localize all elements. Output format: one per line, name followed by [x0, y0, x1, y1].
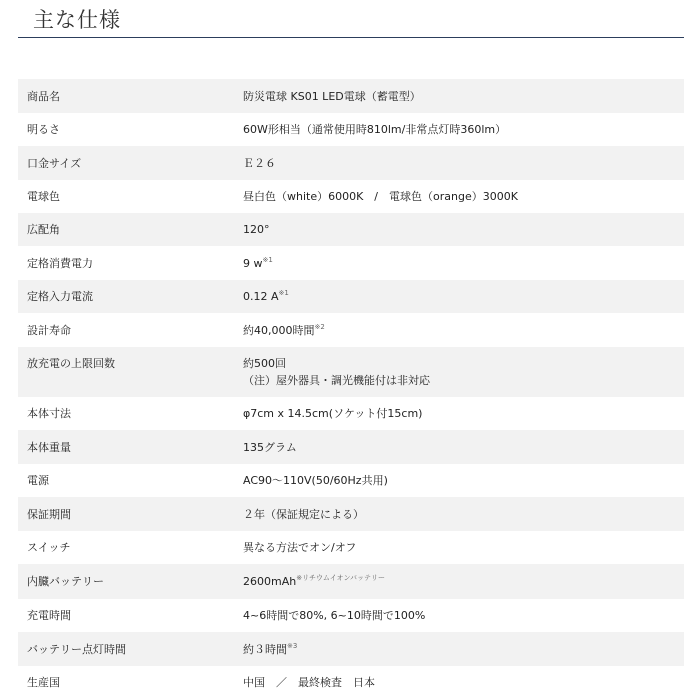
spec-value-text	[243, 641, 297, 658]
spec-label: 設計寿命	[27, 324, 71, 337]
spec-row	[18, 531, 684, 564]
spec-value-main: φ7cm x 14.5cm(ソケット付15cm)	[243, 407, 423, 420]
spec-value	[243, 674, 375, 691]
spec-value-text	[243, 322, 325, 339]
spec-label: 保証期間	[27, 508, 71, 521]
title-divider	[18, 37, 684, 38]
spec-row	[18, 113, 684, 146]
spec-label: 定格消費電力	[27, 257, 93, 270]
spec-value	[243, 221, 270, 238]
spec-row	[18, 180, 684, 213]
spec-value-main: 昼白色（white）6000K / 電球色（orange）3000K	[243, 190, 518, 203]
spec-value-main: ２年（保証規定による）	[243, 508, 364, 521]
spec-value	[243, 88, 421, 105]
spec-row	[18, 246, 684, 280]
spec-value	[243, 506, 364, 523]
spec-value-text	[243, 288, 289, 305]
spec-value-text	[243, 405, 422, 422]
footnote-mark: ※3	[287, 642, 298, 650]
spec-value-main: 0.12 A	[243, 290, 279, 303]
spec-value-main: 約３時間	[243, 643, 287, 656]
spec-value	[243, 155, 276, 172]
spec-value-main: Ｅ２６	[243, 157, 276, 170]
spec-value	[243, 405, 422, 422]
spec-value-note: （注）屋外器具・調光機能付は非対応	[243, 374, 430, 387]
spec-value	[243, 355, 430, 389]
spec-label: 口金サイズ	[27, 157, 82, 170]
spec-value-text	[243, 539, 356, 556]
spec-value	[243, 255, 273, 272]
spec-value-text	[243, 355, 430, 372]
spec-value-text	[243, 439, 297, 456]
spec-value	[243, 322, 325, 339]
spec-label: 明るさ	[27, 123, 60, 136]
spec-row	[18, 397, 684, 430]
spec-label: 広配角	[27, 223, 60, 236]
spec-value-main: 4~6時間で80%, 6~10時間で100%	[243, 609, 426, 622]
spec-value-text	[243, 88, 421, 105]
spec-value	[243, 121, 506, 138]
spec-value-text	[243, 255, 273, 272]
spec-label: 電球色	[27, 190, 60, 203]
spec-label: 充電時間	[27, 609, 71, 622]
spec-label: 内臓バッテリー	[27, 575, 104, 588]
spec-label: 本体寸法	[27, 407, 71, 420]
spec-value	[243, 539, 356, 556]
spec-value-text	[243, 188, 518, 205]
spec-label: 本体重量	[27, 441, 71, 454]
footnote-mark: ※1	[262, 256, 273, 264]
spec-value-main: 防災電球 KS01 LED電球（蓄電型）	[243, 90, 421, 103]
spec-value	[243, 472, 388, 489]
spec-value	[243, 439, 297, 456]
footnote-mark: ※1	[278, 289, 289, 297]
spec-value-text	[243, 472, 388, 489]
spec-row	[18, 599, 684, 632]
spec-row	[18, 430, 684, 464]
spec-label: 定格入力電流	[27, 290, 93, 303]
spec-value-main: 135グラム	[243, 441, 297, 454]
spec-label: バッテリー点灯時間	[27, 643, 126, 656]
spec-label: スイッチ	[27, 541, 71, 554]
spec-value	[243, 288, 289, 305]
spec-label: 放充電の上限回数	[27, 357, 115, 370]
page-title: 主な仕様	[33, 8, 121, 32]
spec-value-main: 異なる方法でオン/オフ	[243, 541, 357, 554]
spec-value-main: 約40,000時間	[243, 324, 315, 337]
spec-row	[18, 347, 684, 397]
spec-row	[18, 280, 684, 313]
spec-value	[243, 641, 297, 658]
spec-row	[18, 213, 684, 246]
spec-table	[18, 79, 684, 699]
spec-row	[18, 313, 684, 347]
spec-row	[18, 632, 684, 666]
spec-row	[18, 79, 684, 113]
spec-value-text	[243, 506, 364, 523]
spec-value-text	[243, 674, 375, 691]
spec-value-text	[243, 121, 506, 138]
spec-value-text	[243, 155, 276, 172]
spec-label: 生産国	[27, 676, 60, 689]
spec-row	[18, 497, 684, 531]
spec-value	[243, 188, 518, 205]
spec-value-main: 約500回	[243, 357, 286, 370]
spec-value-main: 60W形相当（通常使用時810lm/非常点灯時360lm）	[243, 123, 507, 136]
spec-value	[243, 607, 425, 624]
footnote-mark: ※2	[314, 323, 325, 331]
spec-label: 商品名	[27, 90, 60, 103]
spec-value-text	[243, 607, 425, 624]
footnote-mark: ※リチウムイオンバッテリー	[296, 574, 386, 582]
spec-value	[243, 573, 385, 590]
spec-value-main: 120°	[243, 223, 270, 236]
spec-value-main: 中国 ／ 最終検査 日本	[243, 676, 375, 689]
spec-row	[18, 464, 684, 497]
spec-row	[18, 564, 684, 599]
spec-value-main: AC90～110V(50/60Hz共用)	[243, 474, 388, 487]
spec-value-text	[243, 573, 385, 590]
spec-value-main: 2600mAh	[243, 575, 297, 588]
spec-value-text	[243, 221, 270, 238]
spec-row	[18, 146, 684, 180]
spec-row	[18, 666, 684, 699]
spec-label: 電源	[27, 474, 49, 487]
spec-value-main: 9 w	[243, 257, 263, 270]
